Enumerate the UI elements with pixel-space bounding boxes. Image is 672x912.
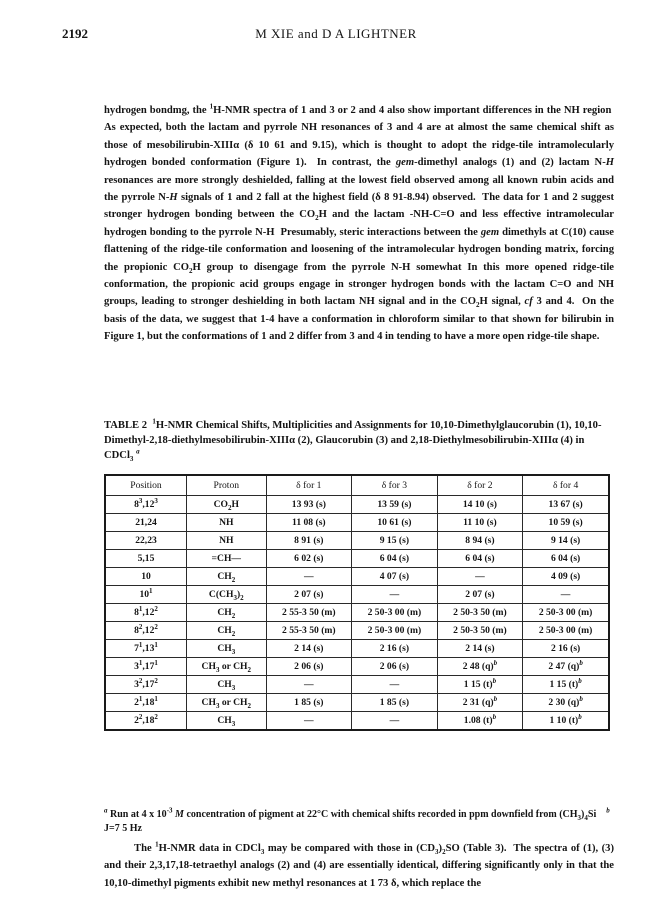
table-cell: 6 02 (s) xyxy=(266,550,352,568)
table-cell: 4 09 (s) xyxy=(523,568,609,586)
table-cell: 2 50-3 00 (m) xyxy=(352,622,438,640)
table-cell: 1 15 $(t)^b$ xyxy=(437,676,523,694)
table-cell: 6 04 (s) xyxy=(437,550,523,568)
page-number: 2192 xyxy=(62,26,88,41)
table-cell: $8^3,12^3$ xyxy=(105,496,187,514)
table-cell: — xyxy=(266,676,352,694)
table-cell: 1 10 $(t)^b$ xyxy=(523,712,609,731)
column-header: δ for 3 xyxy=(352,475,438,496)
table-cell: $CO_2H$ xyxy=(187,496,267,514)
table-cell: — xyxy=(523,586,609,604)
column-header: δ for 4 xyxy=(523,475,609,496)
table-cell: $8^2,12^2$ xyxy=(105,622,187,640)
table-cell: 9 14 (s) xyxy=(523,532,609,550)
table-cell: $2^1,18^1$ xyxy=(105,694,187,712)
table-cell: 2 16 (s) xyxy=(352,640,438,658)
table-cell: 13 59 (s) xyxy=(352,496,438,514)
running-authors: M XIE and D A LIGHTNER xyxy=(255,26,417,41)
table-row xyxy=(105,658,609,676)
table-cell: 2 55-3 50 (m) xyxy=(266,622,352,640)
table-cell: 2 55-3 50 (m) xyxy=(266,604,352,622)
running-header xyxy=(62,26,610,42)
table-cell: 8 91 (s) xyxy=(266,532,352,550)
table-cell: 2 50-3 00 (m) xyxy=(352,604,438,622)
table-cell: $CH_2$ xyxy=(187,568,267,586)
table-2 xyxy=(104,474,610,731)
table-row xyxy=(105,496,609,514)
table-cell: — xyxy=(352,676,438,694)
table-cell: — xyxy=(352,712,438,731)
table-cell: $CH_3$ xyxy=(187,640,267,658)
table-cell: 10 xyxy=(105,568,187,586)
table-row xyxy=(105,604,609,622)
column-header: δ for 2 xyxy=(437,475,523,496)
table-cell: 1.08 $(t)^b$ xyxy=(437,712,523,731)
table-cell: $10^1$ xyxy=(105,586,187,604)
table-cell: 2 50-3 00 (m) xyxy=(523,622,609,640)
table-cell: 2 47 $(q)^b$ xyxy=(523,658,609,676)
table-cell: 4 07 (s) xyxy=(352,568,438,586)
table-cell: 6 04 (s) xyxy=(352,550,438,568)
table-row xyxy=(105,622,609,640)
table-cell: 2 07 (s) xyxy=(437,586,523,604)
table-cell: 9 15 (s) xyxy=(352,532,438,550)
table-cell: 22,23 xyxy=(105,532,187,550)
table-cell: — xyxy=(266,568,352,586)
table-cell: $C(CH_3)_2$ xyxy=(187,586,267,604)
table-cell: 2 14 (s) xyxy=(437,640,523,658)
table-row xyxy=(105,586,609,604)
table-cell: $3^1,17^1$ xyxy=(105,658,187,676)
table-cell: — xyxy=(352,586,438,604)
table-cell: 13 67 (s) xyxy=(523,496,609,514)
column-header: δ for 1 xyxy=(266,475,352,496)
table-cell: 8 94 (s) xyxy=(437,532,523,550)
table-cell: 10 61 (s) xyxy=(352,514,438,532)
table-cell: 2 06 (s) xyxy=(266,658,352,676)
table-cell: 2 50-3 50 (m) xyxy=(437,604,523,622)
table-cell: 2 50-3 00 (m) xyxy=(523,604,609,622)
table-cell: $CH_2$ xyxy=(187,604,267,622)
table-cell: 2 06 (s) xyxy=(352,658,438,676)
table-row xyxy=(105,514,609,532)
table-cell: 5,15 xyxy=(105,550,187,568)
table-row xyxy=(105,676,609,694)
table-footnote: $^a$ Run at 4 x $10^{-3}$ M concentration of pigment at 22°C with chemical shifts recorded in ppm downfield from $(CH_3)_4Si$ $^b$ J=7 5 Hz xyxy=(104,806,610,834)
table-cell: 14 10 (s) xyxy=(437,496,523,514)
table-cell: 2 14 (s) xyxy=(266,640,352,658)
table-cell: 13 93 (s) xyxy=(266,496,352,514)
column-header: Proton xyxy=(187,475,267,496)
table-row xyxy=(105,640,609,658)
table-row xyxy=(105,550,609,568)
table-cell: $7^1,13^1$ xyxy=(105,640,187,658)
table-cell: $CH_2$ xyxy=(187,622,267,640)
table-cell: $CH_3$ xyxy=(187,712,267,731)
table-cell: 10 59 (s) xyxy=(523,514,609,532)
table-cell: 2 50-3 50 (m) xyxy=(437,622,523,640)
table-cell: 11 10 (s) xyxy=(437,514,523,532)
table-cell: 11 08 (s) xyxy=(266,514,352,532)
table-row xyxy=(105,532,609,550)
table-row xyxy=(105,712,609,731)
table-cell: NH xyxy=(187,532,267,550)
table-cell: 6 04 (s) xyxy=(523,550,609,568)
table-caption: TABLE 2 $^1$H-NMR Chemical Shifts, Multiplicities and Assignments for 10,10-Dimethylglaucorubin (1), 10,10-Dimethyl-2,18-diethylmesobilirubin-XIIIα (2), Glaucorubin (3) and 2,18-Diethylmesobilirubin-XIIIα (4) in CDCl$_3$ $^a$ xyxy=(104,417,602,464)
table-cell: $3^2,17^2$ xyxy=(105,676,187,694)
table-cell: $8^1,12^2$ xyxy=(105,604,187,622)
body-paragraph-1: hydrogen bondmg, the $^1$H-NMR spectra of 1 and 3 or 2 and 4 also show important differences in the NH region As expected, both the lactam and pyrrole NH resonances of 3 and 4 are at almost the same chemical shift as those of mesobilirubin-XIIIα (δ 10 61 and 9.15), which is thought to adopt the ridge-tile intramolecularly hydrogen bonded conformation (Figure 1). In contrast, the gem-dimethyl analogs (1) and (2) lactam N-H resonances are more strongly deshielded, falling at the lowest field observed among all known rubin acids and the pyrrole N-H signals of 1 and 2 fall at the highest field (δ 8 91-8.94) observed. The data for 1 and 2 suggest stronger hydrogen bonding between the $CO_2H$ and the lactam -NH-C=O and less effective intramolecular hydrogen bonding to the pyrrole N-H Presumably, steric interactions between the gem dimethyls at C(10) cause flattening of the ridge-tile conformation and loosening of the intramolecular hydrogen bonding matrix, forcing the propionic $CO_2H$ group to disengage from the pyrrole N-H somewhat In this more opened ridge-tile conformation, the propionic acid groups engage in stronger hydrogen bonds with the lactam C=O and NH groups, leading to stronger deshielding in both lactam NH signal and in the $CO_2H$ signal, cf 3 and 4. On the basis of the data, we suggest that 1-4 have a conformation in chloroform similar to that shown for bilirubin in Figure 1, but the conformations of 1 and 2 differ from 3 and 4 in tending to have a more open ridge-tile shape. xyxy=(104,102,615,343)
table-cell: $CH_3$ or $CH_2$ xyxy=(187,694,267,712)
table-cell: $2^2,18^2$ xyxy=(105,712,187,731)
table-cell: =CH— xyxy=(187,550,267,568)
table-cell: 2 16 (s) xyxy=(523,640,609,658)
table-row xyxy=(105,568,609,586)
table-row xyxy=(105,694,609,712)
table-cell: 2 31 $(q)^b$ xyxy=(437,694,523,712)
table-cell: $CH_3$ xyxy=(187,676,267,694)
table-cell: $CH_3$ or $CH_2$ xyxy=(187,658,267,676)
table-cell: 2 30 $(q)^b$ xyxy=(523,694,609,712)
table-cell: NH xyxy=(187,514,267,532)
body-paragraph-2: The $^1$H-NMR data in CDCl$_3$ may be compared with those in $(CD_3)_2SO$ (Table 3). The spectra of (1), (3) and their 2,3,17,18-tetraethyl analogs (2) and (4) are essentially identical, differing significantly only in that the 10,10-dimethyl pigments exhibit new methyl resonances at 1 73 δ, which replace the xyxy=(104,840,614,889)
nmr-table xyxy=(104,474,610,731)
table-cell: 1 15 $(t)^b$ xyxy=(523,676,609,694)
table-cell: 2 48 $(q)^b$ xyxy=(437,658,523,676)
table-header-row xyxy=(105,475,609,496)
table-cell: 1 85 (s) xyxy=(352,694,438,712)
table-cell: — xyxy=(437,568,523,586)
table-cell: 1 85 (s) xyxy=(266,694,352,712)
table-cell: — xyxy=(266,712,352,731)
table-cell: 21,24 xyxy=(105,514,187,532)
table-cell: 2 07 (s) xyxy=(266,586,352,604)
column-header: Position xyxy=(105,475,187,496)
